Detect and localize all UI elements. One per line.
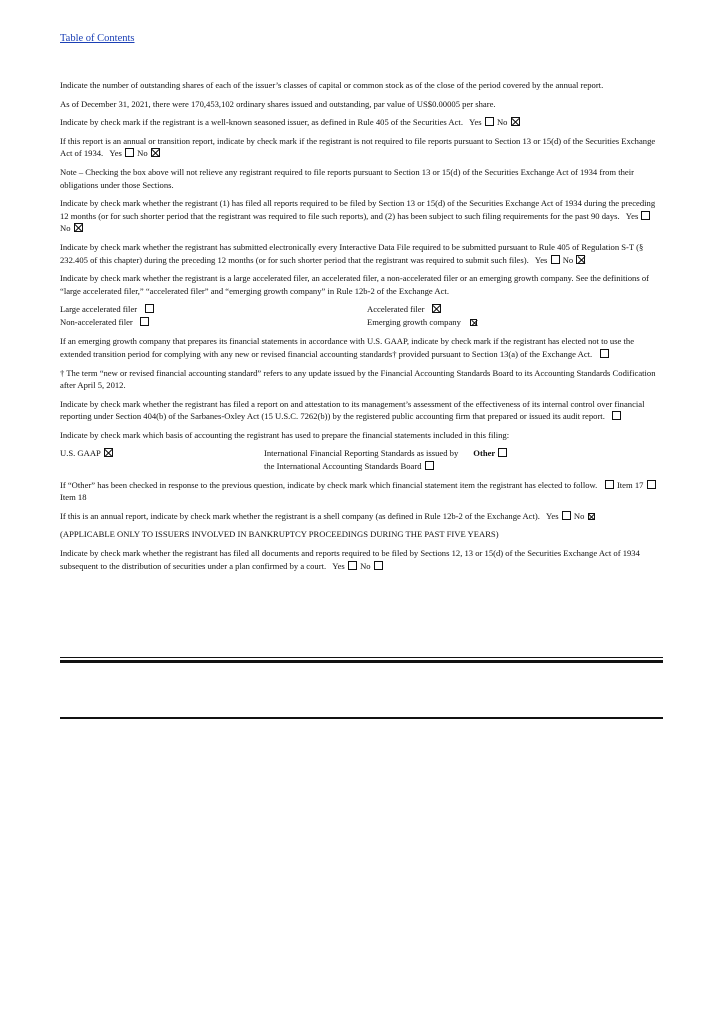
filed-reports-no-checkbox[interactable] xyxy=(74,223,83,232)
filer-type-question: Indicate by check mark whether the registrant is a large accelerated filer, an accelerated filer, a non-accelerated filer or an emerging growth company. See the definitions of “large accelerated filer,” “accelerated filer” and “emerging growth company” in Rule 12b-2 of the Exchange Act. xyxy=(60,273,649,296)
transition-period-question: If an emerging growth company that prepares its financial statements in accordance with U.S. GAAP, indicate by check mark if the registrant has elected not to use the extended transition period for complying with any new or revised financial accounting standards† provided pursuant to Section 13(a) of the Exchange Act. xyxy=(60,336,635,359)
page-bottom-divider xyxy=(60,717,663,719)
bankruptcy-question: Indicate by check mark whether the registrant has filed all documents and reports required to be filed by Sections 12, 13 or 15(d) of the Securities Exchange Act of 1934 subsequent to the distribution of securities under a plan confirmed by a court. Yes No xyxy=(60,548,640,571)
internal-control-checkbox[interactable] xyxy=(612,411,621,420)
document-body xyxy=(60,79,663,578)
us-gaap-checkbox[interactable] xyxy=(104,448,113,457)
bankruptcy-yes-checkbox[interactable] xyxy=(348,561,357,570)
not-required-no-checkbox[interactable] xyxy=(151,148,160,157)
bankruptcy-no-checkbox[interactable] xyxy=(374,561,383,570)
transition-period-checkbox[interactable] xyxy=(600,349,609,358)
accelerated-row: Accelerated filer xyxy=(367,303,663,316)
ifrs-option: International Financial Reporting Standards as issued by the International Accounting Standards Board xyxy=(264,448,459,472)
us-gaap-option: U.S. GAAP xyxy=(60,447,264,472)
accounting-standard-footnote: † The term “new or revised financial accounting standard” refers to any update issued by the Financial Accounting Standards Board to its Accounting Standards Codification after April 5, 2012. xyxy=(60,367,656,391)
interactive-data-yes-checkbox[interactable] xyxy=(551,255,560,264)
not-required-question: If this report is an annual or transition report, indicate by check mark if the registrant is not required to file reports pursuant to Section 13 or 15(d) of the Securities Exchange Act of 1934. Yes No xyxy=(60,135,656,159)
interactive-data-question: Indicate by check mark whether the registrant has submitted electronically every Interactive Data File required to be submitted pursuant to Rule 405 of Regulation S-T (§ 232.405 of this chapter) during the preceding 12 months (or for such shorter period that the registrant was required to submit such files). Yes No xyxy=(60,241,644,265)
non-accelerated-row: Non-accelerated filer xyxy=(60,316,367,329)
ifrs-checkbox[interactable] xyxy=(425,461,434,470)
accelerated-checkbox[interactable] xyxy=(432,304,441,313)
wksi-question: Indicate by check mark if the registrant is a well-known seasoned issuer, as defined in Rule 405 of the Securities Act. Yes No xyxy=(60,116,663,129)
internal-control-question: Indicate by check mark whether the registrant has filed a report on and attestation to its management’s assessment of the effectiveness of its internal control over financial reporting under Section 404(b) of the Sarbanes-Oxley Act (15 U.S.C. 7262(b)) by the registered public accounting firm that prepared or issued its audit report. xyxy=(60,398,645,422)
shares-question: Indicate the number of outstanding shares of each of the issuer’s classes of capital or common stock as of the close of the period covered by the annual report. xyxy=(60,80,604,90)
filed-reports-yes-checkbox[interactable] xyxy=(641,211,650,220)
shares-outstanding-statement: As of December 31, 2021, there were 170,453,102 ordinary shares issued and outstanding, par value of US$0.00005 per share. xyxy=(60,98,496,109)
table-of-contents-link[interactable]: Table of Contents xyxy=(60,33,135,44)
shell-company-question: If this is an annual report, indicate by check mark whether the registrant is a shell company (as defined in Rule 12b-2 of the Exchange Act). Yes No xyxy=(60,510,663,523)
filed-all-reports-question: Indicate by check mark whether the registrant (1) has filed all reports required to be filed by Section 13 or 15(d) of the Securities Exchange Act of 1934 during the preceding 12 months (or for such shorter period that the registrant was required to file such reports), and (2) has been subject to such filing requirements for the past 90 days. Yes No xyxy=(60,198,656,234)
non-accelerated-checkbox[interactable] xyxy=(140,317,149,326)
emerging-growth-checkbox[interactable] xyxy=(470,319,477,326)
other-checkbox[interactable] xyxy=(498,448,507,457)
emerging-growth-row: Emerging growth company xyxy=(367,316,663,329)
large-accelerated-checkbox[interactable] xyxy=(145,304,154,313)
bankruptcy-heading: (APPLICABLE ONLY TO ISSUERS INVOLVED IN BANKRUPTCY PROCEEDINGS DURING THE PAST FIVE YEARS) xyxy=(60,529,499,540)
note-paragraph: Note – Checking the box above will not relieve any registrant required to file reports pursuant to Section 13 or 15(d) of the Securities Exchange Act of 1934 from their obligations under those Sections. xyxy=(60,166,634,190)
filer-type-grid xyxy=(60,303,663,329)
not-required-yes-checkbox[interactable] xyxy=(125,148,134,157)
accounting-basis-question: Indicate by check mark which basis of accounting the registrant has used to prepare the financial statements included in this filing: xyxy=(60,429,510,440)
interactive-data-no-checkbox[interactable] xyxy=(576,255,585,264)
shell-yes-checkbox[interactable] xyxy=(562,511,571,520)
item17-checkbox[interactable] xyxy=(605,480,614,489)
wksi-no-checkbox[interactable] xyxy=(511,117,520,126)
wksi-yes-checkbox[interactable] xyxy=(485,117,494,126)
large-accelerated-row: Large accelerated filer xyxy=(60,303,367,316)
shell-no-checkbox[interactable] xyxy=(588,513,595,520)
section-divider-double xyxy=(60,657,663,663)
other-item-question: If “Other” has been checked in response to the previous question, indicate by check mark which financial statement item the registrant has elected to follow. Item 17 Item 18 xyxy=(60,479,663,504)
other-option: Other xyxy=(469,447,663,472)
accounting-basis-grid xyxy=(60,447,663,472)
item18-checkbox[interactable] xyxy=(647,480,656,489)
